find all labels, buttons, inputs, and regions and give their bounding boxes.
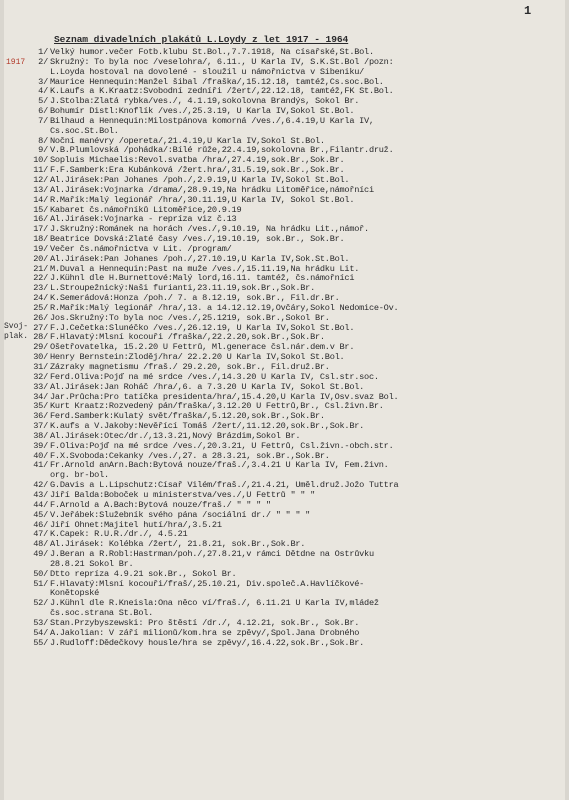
margin-note-year: 1917 (6, 58, 26, 67)
item-number: 38/ (33, 431, 48, 441)
list-item (10, 609, 560, 619)
item-text: K.Čapek: R.U.R./dr./, 4.5.21 (50, 530, 188, 540)
item-text: K.aufs a V.Jakoby:Nevěřící Tomáš /žert/,11.12.20,sok.Br.,Sok.Br. (50, 422, 365, 432)
page-number: 1 (524, 4, 532, 18)
item-text: G.Davis a L.Lipschutz:Císař Vilém/fraš./,21.4.21, Uměl.druž.Jožo Tuttra (50, 481, 399, 491)
list-item (10, 481, 560, 491)
item-text: Kurt Kraatz:Rozvedený pán/fraška/,3.12.20 U Fettrů,Br., Čsl.živn.Br. (50, 402, 384, 412)
item-number: 6/ (38, 107, 48, 117)
item-text: Al.Jirásek:Otec/dr./,13.3.21,Nový Brázdim,Sokol Br. (50, 431, 301, 441)
list-item (10, 284, 560, 294)
list-item (10, 383, 560, 393)
list-item (10, 570, 560, 580)
item-number: 43/ (33, 490, 48, 500)
item-number: 47/ (33, 530, 48, 540)
list-item (10, 501, 560, 511)
list-item (10, 265, 560, 275)
item-number: 51/ (33, 579, 48, 589)
item-number: 14/ (33, 195, 48, 205)
item-number: 50/ (33, 569, 48, 579)
list-item (10, 274, 560, 284)
item-number: 48/ (33, 540, 48, 550)
item-number: 49/ (33, 550, 48, 560)
item-text: Ošetřovatelka, 15.2.20 U Fettrů, Ml.generace čsl.nár.dem.v Br. (50, 343, 355, 353)
list-item (10, 117, 560, 127)
list-item (10, 304, 560, 314)
list-item (10, 333, 560, 343)
item-text: Večer čs.námořnictva v Lit. /program/ (50, 244, 232, 254)
item-text: Jiří Balda:Boboček u ministerstva/ves./,U Fettrů " " " (50, 490, 315, 500)
item-text: R.Mařík:Malý legionář /hra/,13. a 14.12.12.19,Ovčáry,Sokol Nedomice-Ov. (50, 303, 399, 313)
list-item (10, 619, 560, 629)
item-text: Velký humor.večer Fotb.klubu St.Bol.,7.7.1918, Na císařské,St.Bol. (50, 48, 374, 57)
list-item (10, 235, 560, 245)
item-text: Ferd.Oliva:Pojď na mé srdce /ves./,14.3.20 U Karla IV, Čsl.str.soc. (50, 372, 379, 382)
item-text: J.Skružný:Románek na horách /ves./,9.10.19, Na hrádku Lit.,námoř. (50, 225, 369, 235)
list-item (10, 412, 560, 422)
item-number: 19/ (33, 244, 48, 254)
item-text: Henry Bernstein:Zloděj/hra/ 22.2.20 U Karla IV,Sokol St.Bol. (50, 353, 345, 363)
list-item (10, 393, 560, 403)
item-number: 1/ (38, 48, 48, 57)
list-item (10, 48, 560, 58)
item-number: 42/ (33, 481, 48, 491)
item-number: 41/ (33, 461, 48, 471)
item-text: J.Kühnl dle R.Kneisla:Ona něco ví/fraš./, 6.11.21 U Karla IV,mládež (50, 599, 379, 609)
item-text: K.Laufs a K.Kraatz:Svobodní zedníři /žert/,22.12.18, tamtéž,FK St.Bol. (50, 87, 394, 97)
item-text: čs.soc.strana St.Bol. (50, 609, 154, 619)
list-item (10, 491, 560, 501)
item-text: V.Jeřábek:Služebník svého pána /sociální dr./ " " " " (50, 510, 311, 520)
list-item (10, 127, 560, 137)
list-item (10, 78, 560, 88)
item-text: Bilhaud a Hennequin:Milostpánova komorná /ves./,6.4.19,U Karla IV, (50, 116, 374, 126)
document-page (4, 0, 565, 800)
item-text: Jar.Průcha:Pro tatíčka presidenta/hra/,15.4.20,U Karla IV,Osv.svaz Bol. (50, 392, 399, 402)
list-item (10, 68, 560, 78)
item-number: 26/ (33, 313, 48, 323)
list-item (10, 540, 560, 550)
item-number: 54/ (33, 628, 48, 638)
list-item (10, 58, 560, 68)
item-number: 11/ (33, 166, 48, 176)
item-text: Fr.Arnold anArn.Bach:Bytová nouze/fraš./,3.4.21 U Karla IV, Fem.živn. (50, 461, 389, 471)
item-text: Čs.soc.St.Bol. (50, 126, 119, 136)
item-number: 55/ (33, 638, 48, 648)
item-text: L.Loyda hostoval na dovolené - sloužil u námořnictva v Šibeniku/ (50, 67, 365, 77)
item-number: 46/ (33, 520, 48, 530)
item-number: 36/ (33, 412, 48, 422)
item-number: 2/ (38, 57, 48, 67)
list-item (10, 580, 560, 590)
item-number: 10/ (33, 156, 48, 166)
item-text: Maurice Hennequin:Manžel šibal /fraška/,15.12.18, tamtéž,Čs.soc.Bol. (50, 77, 384, 87)
item-number: 29/ (33, 343, 48, 353)
item-number: 22/ (33, 274, 48, 284)
item-text: Al.Jirásek: Kolébka /žert/, 21.8.21, sok.Br.,Sok.Br. (50, 540, 306, 550)
list-item (10, 343, 560, 353)
list-item (10, 511, 560, 521)
item-number: 21/ (33, 264, 48, 274)
item-text: Al.Jirásek:Pan Johanes /poh./,2.9.19,U Karla IV,Sokol St.Bol. (50, 175, 350, 185)
item-text: F.Hlavatý:Mlsní kocouři /fraška/,22.2.20,sok.Br.,Sok.Br. (50, 333, 325, 343)
item-text: 28.8.21 Sokol Br. (50, 559, 134, 569)
list-item (10, 521, 560, 531)
item-text: Noční manévry /opereta/,21.4.19,U Karla IV,Sokol St.Bol. (50, 136, 325, 146)
item-number: 39/ (33, 441, 48, 451)
item-text: A.Jakolian: V září milionů/kom.hra se zpěvy/,Spol.Jana Drobného (50, 628, 360, 638)
item-number: 23/ (33, 284, 48, 294)
item-text: Skružný: To byla noc /veselohra/, 6.11., U Karla IV, S.K.St.Bol /pozn: (50, 57, 394, 67)
item-text: Al.Jirásek:Vojnarka - repríza viz č.13 (50, 215, 237, 225)
list-item (10, 245, 560, 255)
item-number: 24/ (33, 294, 48, 304)
item-number: 37/ (33, 422, 48, 432)
item-text: F.F.Šamberk:Era Kubánková /žert.hra/,31.5.19,sok.Br.,Sok.Br. (50, 166, 345, 176)
item-text: Zázraky magnetismu /fraš./ 29.2.20, sok.Br., Fil.druž.Br. (50, 363, 330, 372)
item-text: Beatrice Dovská:Zlaté časy /ves./,19.10.19, sok.Br., Sok.Br. (50, 235, 345, 245)
list-item (10, 373, 560, 383)
item-number: 40/ (33, 451, 48, 461)
item-text: F.Hlavatý:Mlsní kocouři/fraš/,25.10.21, Div.společ.A.Havlíčkové- (50, 579, 365, 589)
item-number: 34/ (33, 392, 48, 402)
item-number: 3/ (38, 77, 48, 87)
item-number: 53/ (33, 618, 48, 628)
list-item (10, 550, 560, 560)
item-text: Bohumír Distl:Knoflík /ves./,25.3.19, U Karla IV,Sokol St.Bol. (50, 107, 355, 117)
list-item (10, 442, 560, 452)
item-number: 25/ (33, 303, 48, 313)
list-item (10, 589, 560, 599)
item-number: 31/ (33, 363, 48, 372)
margin-note-plak: plak. (4, 332, 29, 341)
item-text: Jos.Skružný:To byla noc /ves./,25.1219, sok.Br.,Sokol Br. (50, 313, 330, 323)
list-item (10, 156, 560, 166)
list-item (10, 87, 560, 97)
item-number: 30/ (33, 353, 48, 363)
item-text: F.X.Svoboda:Čekanky /ves./,27. a 28.3.21, sok.Br.,Sok.Br. (50, 451, 330, 461)
list-item (10, 314, 560, 324)
item-text: J.Kühnl dle H.Burnettové:Malý lord,16.11. tamtéž, čs.námořníci (50, 274, 355, 284)
list-item (10, 97, 560, 107)
item-text: J.Rudloff:Dědečkovy housle/hra se zpěvy/,16.4.22,sok.Br.,Sok.Br. (50, 638, 365, 648)
list-item (10, 452, 560, 462)
list-item (10, 599, 560, 609)
list-item (10, 225, 560, 235)
poster-list (10, 48, 560, 648)
list-item (10, 166, 560, 176)
list-item (10, 530, 560, 540)
item-number: 15/ (33, 205, 48, 215)
item-text: Al.Jirásek:Vojnarka /drama/,28.9.19,Na hrádku Litoměřice,námořníci (50, 185, 374, 195)
item-number: 17/ (33, 225, 48, 235)
item-number: 9/ (38, 146, 48, 156)
list-item (10, 461, 560, 471)
list-item (10, 137, 560, 147)
item-number: 13/ (33, 185, 48, 195)
item-text: org. br-bol. (50, 471, 109, 481)
item-text: Al.Jirásek:Jan Roháč /hra/,6. a 7.3.20 U Karla IV, Sokol St.Bol. (50, 382, 365, 392)
item-text: Jiří Ohnet:Majitel hutí/hra/,3.5.21 (50, 520, 222, 530)
item-text: Stan.Przybyszewski: Pro štěstí /dr./, 4.12.21, sok.Br., Sok.Br. (50, 618, 360, 628)
item-text: J.Štolba:Zlatá rybka/ves./, 4.1.19,sokolovna Brandýs, Sokol Br. (50, 97, 360, 107)
item-text: V.B.Plumlovská /pohádka/:Bílé růže,22.4.19,sokolovna Br.,Filantr.druž. (50, 146, 394, 156)
item-text: M.Duval a Hennequin:Past na muže /ves./,15.11.19,Na hrádku Lit. (50, 264, 360, 274)
list-item (10, 363, 560, 373)
item-number: 18/ (33, 235, 48, 245)
list-item (10, 206, 560, 216)
item-number: 12/ (33, 175, 48, 185)
list-item (10, 294, 560, 304)
list-item (10, 639, 560, 649)
list-item (10, 560, 560, 570)
item-number: 8/ (38, 136, 48, 146)
item-number: 7/ (38, 116, 48, 126)
list-item (10, 255, 560, 265)
list-item (10, 402, 560, 412)
item-number: 5/ (38, 97, 48, 107)
item-text: F.Arnold a A.Bach:Bytová nouze/fraš./ " " " " (50, 500, 271, 510)
item-number: 4/ (38, 87, 48, 97)
item-number: 28/ (33, 333, 48, 343)
item-text: Al.Jirásek:Pan Johanes /poh./,27.10.19,U Karla IV,Sok.St.Bol. (50, 254, 350, 264)
item-text: J.Beran a R.Robl:Hastrman/poh./,27.8.21,v rámci Dětdne na Ostrůvku (50, 550, 374, 560)
list-item (10, 422, 560, 432)
item-text: Kabaret čs.námořníků Litoměřice,20.9.19 (50, 205, 242, 215)
item-text: R.Mařík:Malý legionář /hra/,30.11.19,U Karla IV, Sokol St.Bol. (50, 195, 355, 205)
item-text: L.Stroupežnický:Naši furianti,23.11.19,sok.Br.,Sok.Br. (50, 284, 315, 294)
list-item (10, 146, 560, 156)
item-text: Dtto repríza 4.9.21 sok.Br., Sokol Br. (50, 569, 237, 579)
margin-note-svoj: Svoj- (4, 322, 29, 331)
list-item (10, 432, 560, 442)
list-item (10, 353, 560, 363)
item-number: 45/ (33, 510, 48, 520)
list-item (10, 107, 560, 117)
item-number: 32/ (33, 372, 48, 382)
item-text: K.Semerádová:Honza /poh./ 7. a 8.12.19, sok.Br., Fil.dr.Br. (50, 294, 340, 304)
document-heading: Seznam divadelních plakátů L.Loydy z let 1917 - 1964 (54, 34, 349, 45)
item-text: Ferd.Šamberk:Kulatý svět/fraška/,5.12.20,sok.Br.,Sok.Br. (50, 412, 325, 422)
item-number: 44/ (33, 500, 48, 510)
list-item (10, 196, 560, 206)
list-item (10, 215, 560, 225)
item-number: 52/ (33, 599, 48, 609)
item-number: 27/ (33, 323, 48, 333)
item-number: 20/ (33, 254, 48, 264)
item-number: 16/ (33, 215, 48, 225)
list-item (10, 176, 560, 186)
item-number: 33/ (33, 382, 48, 392)
list-item (10, 186, 560, 196)
item-number: 35/ (33, 402, 48, 412)
list-item (10, 629, 560, 639)
list-item (10, 471, 560, 481)
item-text: Sopluis Michaelis:Revol.svatba /hra/,27.4.19,sok.Br.,Sok.Br. (50, 156, 345, 166)
item-text: Konětopské (50, 589, 100, 599)
item-text: F.Oliva:Pojď na mé srdce /ves./,20.3.21, U Fettrů, Čsl.živn.-obch.str. (50, 441, 394, 451)
item-text: F.J.Čečetka:Slunéčko /ves./,26.12.19, U Karla IV,Sokol St.Bol. (50, 323, 355, 333)
list-item (10, 324, 560, 334)
